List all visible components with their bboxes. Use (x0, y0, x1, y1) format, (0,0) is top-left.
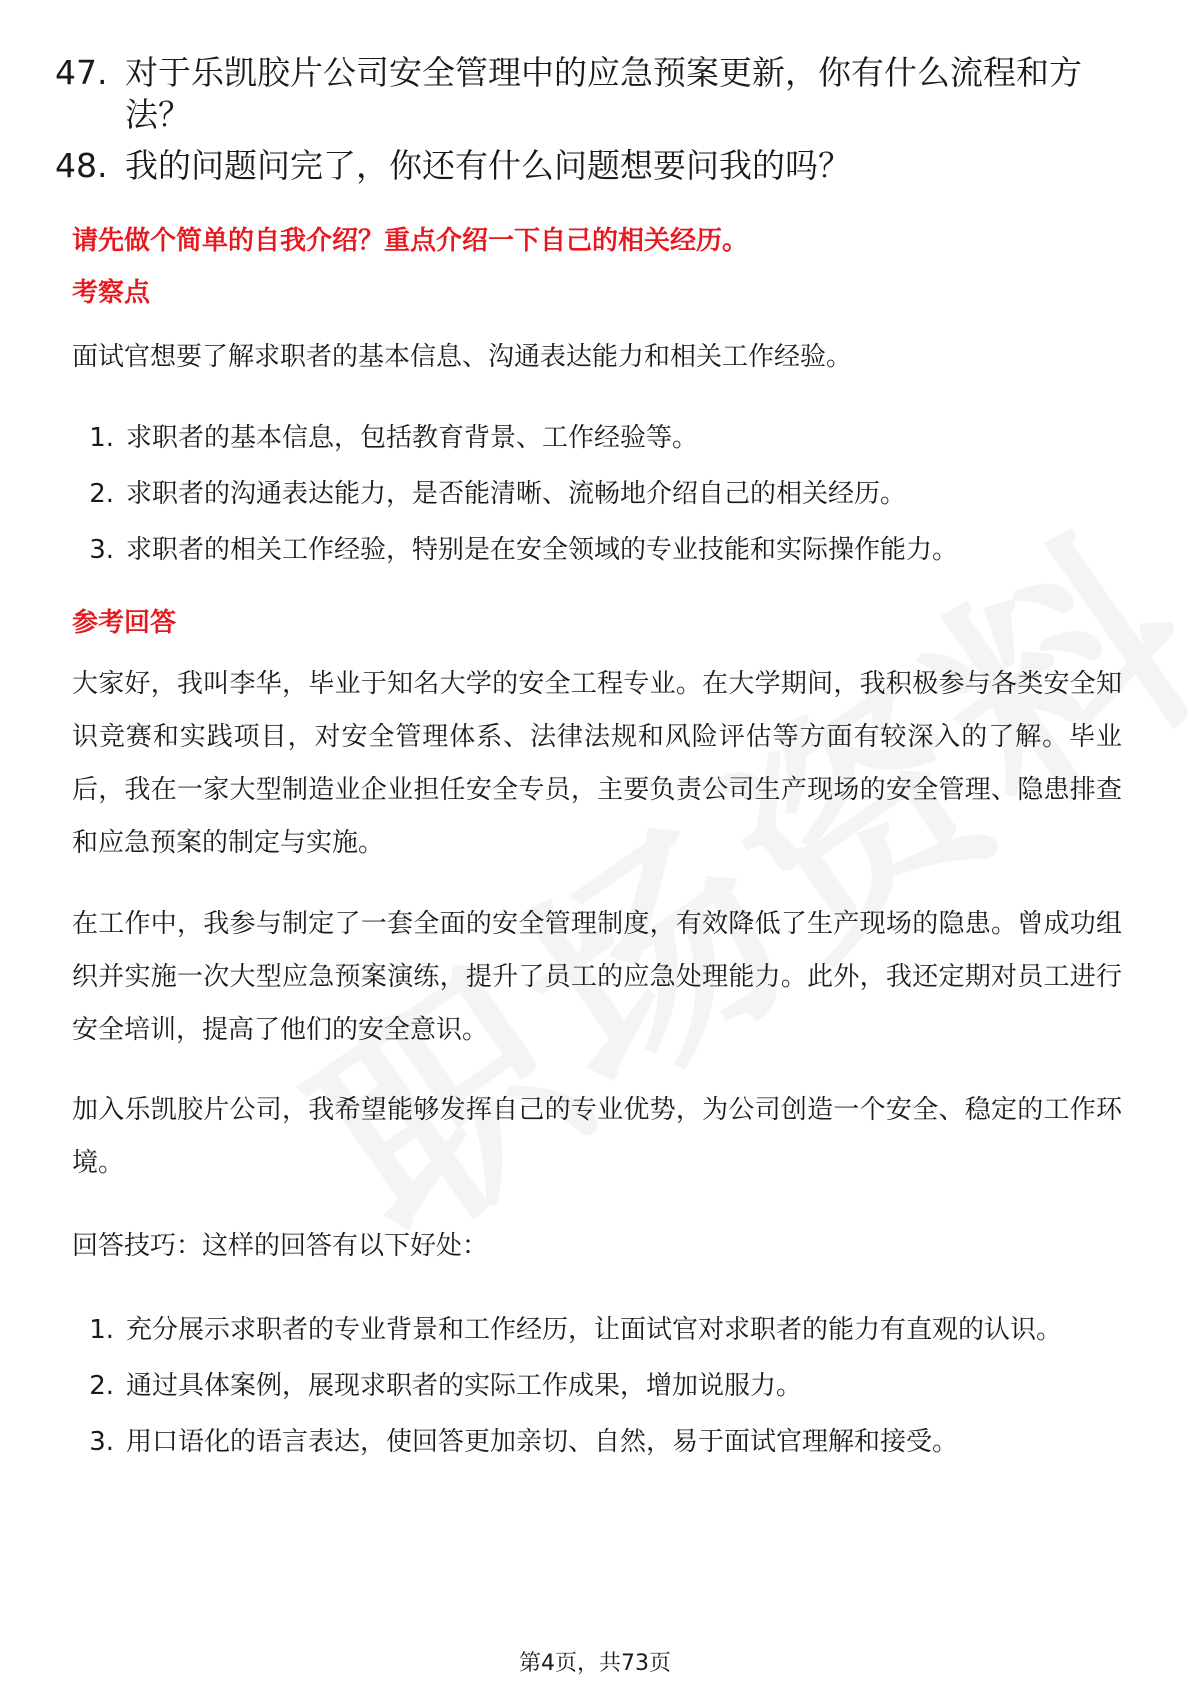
page-footer: 第4页，共73页 (519, 1651, 671, 1676)
exam-points-heading: 考察点 (72, 278, 151, 308)
question-text: 对于乐凯胶片公司安全管理中的应急预案更新，你有什么流程和方法？ (125, 53, 1082, 134)
list-number: 1. (89, 1315, 114, 1345)
exam-points-list (72, 410, 1122, 578)
list-item (72, 522, 1122, 578)
question-number: 48. (55, 146, 108, 185)
list-text: 求职者的基本信息，包括教育背景、工作经验等。 (126, 423, 699, 453)
list-text: 充分展示求职者的专业背景和工作经历，让面试官对求职者的能力有直观的认识。 (126, 1315, 1063, 1345)
list-number: 2. (89, 479, 114, 509)
list-item (72, 1302, 1122, 1358)
reference-paragraph: 在工作中，我参与制定了一套全面的安全管理制度，有效降低了生产现场的隐患。曾成功组织并实施一次大型应急预案演练，提升了员工的应急处理能力。此外，我还定期对员工进行安全培训，提高了他们的安全意识。 (72, 909, 1122, 1045)
exam-points-intro: 面试官想要了解求职者的基本信息、沟通表达能力和相关工作经验。 (72, 342, 853, 372)
answer-tips-intro: 回答技巧：这样的回答有以下好处： (72, 1231, 489, 1261)
list-text: 求职者的沟通表达能力，是否能清晰、流畅地介绍自己的相关经历。 (126, 479, 907, 509)
section-title: 请先做个简单的自我介绍？重点介绍一下自己的相关经历。 (72, 226, 749, 256)
list-number: 1. (89, 423, 114, 453)
reference-paragraph: 大家好，我叫李华，毕业于知名大学的安全工程专业。在大学期间，我积极参与各类安全知识竞赛和实践项目，对安全管理体系、法律法规和风险评估等方面有较深入的了解。毕业后，我在一家大型制造业企业担任安全专员，主要负责公司生产现场的安全管理、隐患排查和应急预案的制定与实施。 (72, 669, 1122, 858)
question-item (55, 145, 1125, 187)
list-number: 3. (89, 1427, 114, 1457)
list-item (72, 410, 1122, 466)
reference-paragraph: 加入乐凯胶片公司，我希望能够发挥自己的专业优势，为公司创造一个安全、稳定的工作环境。 (72, 1095, 1122, 1178)
list-number: 2. (89, 1371, 114, 1401)
list-text: 通过具体案例，展现求职者的实际工作成果，增加说服力。 (126, 1371, 803, 1401)
list-item (72, 466, 1122, 522)
list-text: 求职者的相关工作经验，特别是在安全领域的专业技能和实际操作能力。 (126, 535, 959, 565)
list-item (72, 1414, 1122, 1470)
question-text: 我的问题问完了，你还有什么问题想要问我的吗？ (125, 146, 851, 185)
tips-list (72, 1302, 1122, 1470)
list-number: 3. (89, 535, 114, 565)
question-number: 47. (55, 53, 108, 92)
list-item (72, 1358, 1122, 1414)
reference-heading: 参考回答 (72, 608, 177, 638)
list-text: 用口语化的语言表达，使回答更加亲切、自然，易于面试官理解和接受。 (126, 1427, 959, 1457)
question-item (55, 52, 1125, 136)
